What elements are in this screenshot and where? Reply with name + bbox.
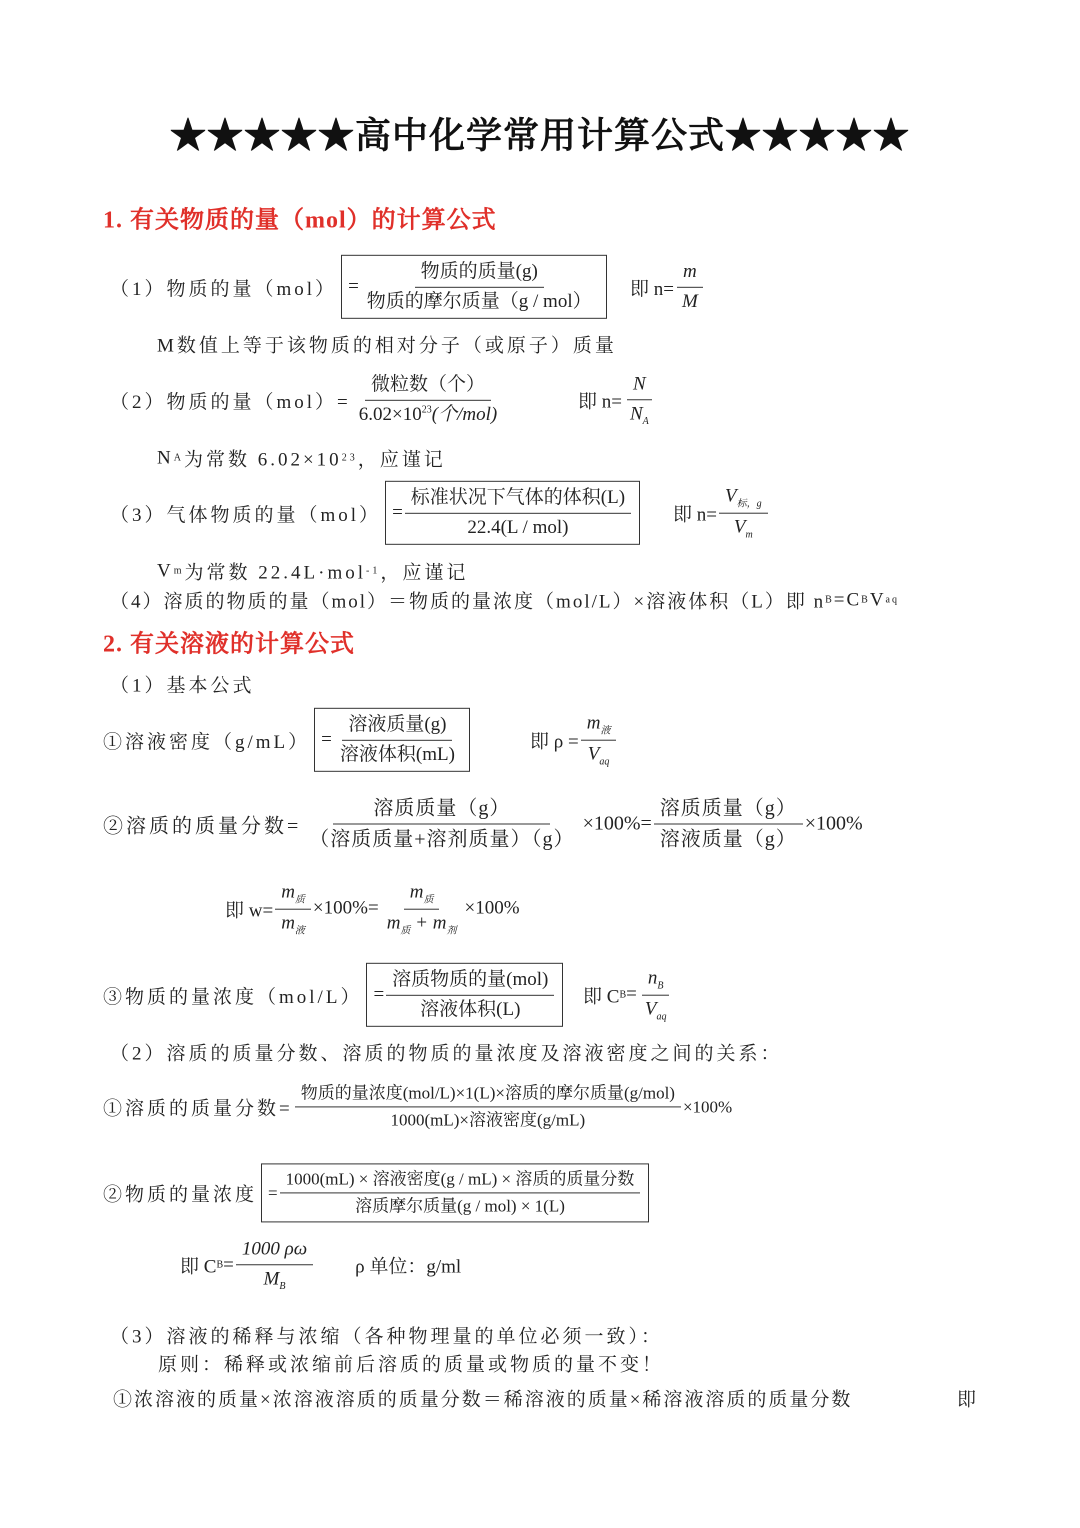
fraction [654, 796, 803, 853]
formula-amount-of-substance [110, 255, 607, 319]
numerator: 1000 ρω [236, 1237, 313, 1265]
t: ，应谨记 [380, 562, 469, 584]
numerator: 溶液质量(g) [342, 713, 452, 741]
formula-mass-fraction-relation [103, 1082, 732, 1131]
equals: = [348, 276, 359, 297]
denominator: 溶液体积(mL) [339, 743, 455, 765]
ji-label: 即 w= [225, 900, 274, 922]
ji-label: 即 n= [673, 504, 717, 526]
fraction [386, 968, 554, 1022]
section-heading-2: 2. 有关溶液的计算公式 [103, 631, 355, 658]
numerator: 微粒数（个） [365, 373, 491, 401]
t: 标，g [736, 498, 762, 510]
formula-molarity [103, 963, 563, 1027]
numerator: 溶质物质的量(mol) [386, 968, 554, 996]
t: B [619, 989, 627, 1001]
formula-label: ②物质的量浓度 [103, 1184, 258, 1206]
t: ×100% [804, 812, 863, 835]
denominator [624, 400, 655, 428]
t: m [432, 912, 447, 934]
t: ，应谨记 [357, 449, 446, 471]
equals: = [268, 1183, 278, 1202]
fraction [405, 486, 631, 540]
t: m [281, 881, 295, 903]
t: B [216, 1259, 224, 1271]
t: aq [656, 1011, 667, 1023]
subheading-basic: （1）基本公式 [110, 675, 255, 697]
t: + [410, 912, 433, 934]
fraction [334, 713, 461, 767]
formula-label: ③物质的量浓度（mol/L） [103, 986, 363, 1008]
formula-label: （3）气体物质的量（mol） [110, 504, 382, 526]
shorthand-formula [630, 260, 706, 314]
t: V [157, 560, 174, 581]
fraction [280, 1168, 641, 1217]
numerator [275, 881, 311, 910]
t: aq [885, 594, 899, 606]
subheading-relations: （2）溶质的质量分数、溶质的物质的量浓度及溶液密度之间的关系： [110, 1043, 783, 1065]
shorthand-mass-fraction [225, 881, 520, 938]
t: = [626, 984, 637, 1005]
t: V [724, 485, 737, 507]
formula-box [341, 255, 607, 319]
t: ×100% [682, 1097, 733, 1116]
t: 质 [400, 925, 411, 937]
numerator [581, 712, 617, 741]
t: 23 [341, 452, 358, 464]
density-unit-note: ρ 单位：g/ml [355, 1256, 462, 1278]
numerator: 物质的质量(g) [415, 260, 544, 288]
t: B [861, 594, 870, 606]
subheading-dilution: （3）溶液的稀释与浓缩（各种物理量的单位必须一致）： [110, 1326, 664, 1348]
denominator [582, 741, 616, 769]
fraction [236, 1237, 313, 1292]
numerator: N [627, 372, 652, 400]
formula-label: ①溶液密度（g/mL） [103, 731, 311, 753]
t: m [173, 565, 185, 577]
shorthand-molarity-relation [180, 1237, 461, 1292]
note-molar-volume [157, 558, 468, 585]
t: ×100% [464, 898, 520, 919]
t: ×100%= [582, 812, 652, 835]
denominator: 22.4(L / mol) [467, 516, 569, 538]
t: m [281, 912, 295, 934]
fraction [361, 260, 598, 314]
den-base: 6.02×10 [358, 403, 422, 425]
t: 质 [294, 894, 305, 906]
t: （4）溶质的物质的量（mol）＝物质的量浓度（mol/L）×溶液体积（L）即 n [110, 591, 826, 613]
ji-label: 即 C [180, 1256, 217, 1278]
t: m [586, 712, 601, 734]
ji-label: 即 n= [630, 278, 674, 300]
denominator [381, 910, 463, 938]
t: aq [599, 756, 610, 768]
denominator [353, 401, 503, 428]
formula-box [261, 1163, 649, 1222]
ji-label: 即 C [583, 986, 620, 1008]
t: 为常数 6.02×10 [183, 449, 342, 471]
denominator: 1000(mL)×溶液密度(g/mL) [390, 1110, 586, 1130]
section-heading-1: 1. 有关物质的量（mol）的计算公式 [103, 207, 497, 234]
fraction [275, 881, 311, 938]
numerator: 标准状况下气体的体积(L) [405, 486, 631, 514]
t: 液 [294, 925, 305, 937]
denominator: 溶质摩尔质量(g / mol) × 1(L) [355, 1196, 565, 1216]
formula-box [314, 708, 470, 772]
shorthand-formula [583, 967, 674, 1024]
ji-label: 即 n= [578, 391, 622, 413]
denominator: M [681, 290, 698, 312]
t: m [386, 912, 401, 934]
t: V [733, 516, 746, 538]
equals: = [392, 502, 403, 523]
t: B [657, 980, 664, 992]
formula-solute-amount [110, 587, 899, 614]
formula-density [103, 708, 470, 772]
ji-label: 即 ρ = [530, 731, 579, 753]
numerator: m [677, 260, 703, 288]
shorthand-formula [530, 712, 618, 769]
t: 液 [600, 725, 611, 737]
den-base: N [629, 402, 643, 424]
denominator: 溶液体积(L) [420, 998, 521, 1020]
fraction [295, 1082, 681, 1131]
numerator [642, 967, 670, 996]
equals: = [321, 729, 332, 750]
fraction [303, 796, 580, 853]
t: = [223, 1253, 234, 1275]
t: V [869, 589, 886, 610]
numerator: 溶质质量（g） [654, 796, 803, 825]
formula-label: （1）物质的量（mol） [110, 278, 338, 300]
fraction [639, 967, 673, 1024]
t: M [263, 1267, 280, 1289]
page-title: ★★★★★高中化学常用计算公式★★★★★ [169, 115, 910, 156]
shorthand-formula [578, 372, 657, 427]
fraction [353, 373, 503, 427]
formula-mass-fraction [103, 796, 863, 853]
t: 为常数 22.4L·mol [184, 562, 367, 584]
t: V [644, 998, 657, 1020]
formula-box [366, 963, 563, 1027]
numerator: 1000(mL) × 溶液密度(g / mL) × 溶质的质量分数 [280, 1168, 641, 1193]
formula-label: ②溶质的质量分数= [103, 815, 302, 838]
shorthand-formula [673, 485, 770, 542]
t: m [745, 529, 753, 541]
formula-particles [110, 373, 505, 427]
fraction [624, 372, 655, 427]
denominator [639, 996, 673, 1024]
equals: = [373, 984, 385, 1005]
numerator [404, 881, 440, 910]
t: B [825, 594, 834, 606]
t: N [157, 447, 174, 468]
numerator: 物质的量浓度(mol/L)×1(L)×溶质的摩尔质量(g/mol) [295, 1082, 681, 1107]
t: =C [833, 589, 862, 610]
denominator [275, 910, 311, 938]
dilution-formula: ①浓溶液的质量×浓溶液溶质的质量分数＝稀溶液的质量×稀溶液溶质的质量分数 [113, 1389, 853, 1411]
formula-label: （2）物质的量（mol）= [110, 391, 351, 413]
t: A [173, 452, 184, 464]
denominator: （溶质质量+溶剂质量）（g） [309, 828, 575, 851]
dilution-ji: 即 [957, 1389, 977, 1411]
t: ×100%= [312, 898, 379, 919]
t: 剂 [446, 925, 457, 937]
t: 质 [423, 894, 434, 906]
note-avogadro [157, 445, 446, 472]
formula-box [385, 481, 640, 545]
denominator: 溶液质量（g） [659, 828, 797, 851]
dilution-principle: 原则：稀释或浓缩前后溶质的质量或物质的量不变！ [158, 1354, 665, 1376]
fraction [676, 260, 704, 314]
t: B [279, 1280, 286, 1292]
denominator [728, 514, 759, 542]
fraction [719, 485, 768, 542]
fraction [581, 712, 617, 769]
t: V [587, 743, 600, 765]
t: m [409, 881, 424, 903]
formula-gas [110, 481, 640, 545]
den-sup: 23 [421, 404, 432, 416]
denominator [258, 1265, 292, 1293]
note-molar-mass: M数值上等于该物质的相对分子（或原子）质量 [157, 335, 617, 357]
denominator: 物质的摩尔质量（g / mol） [366, 290, 592, 312]
numerator [719, 485, 768, 514]
t: n [647, 967, 658, 989]
den-tail: (个/mol) [431, 403, 498, 425]
formula-label: ①溶质的质量分数= [103, 1098, 293, 1120]
numerator: 溶质质量（g） [333, 796, 550, 825]
formula-molarity-relation [103, 1163, 649, 1222]
fraction [381, 881, 463, 938]
t: -1 [366, 565, 381, 577]
den-sub: A [642, 415, 649, 427]
